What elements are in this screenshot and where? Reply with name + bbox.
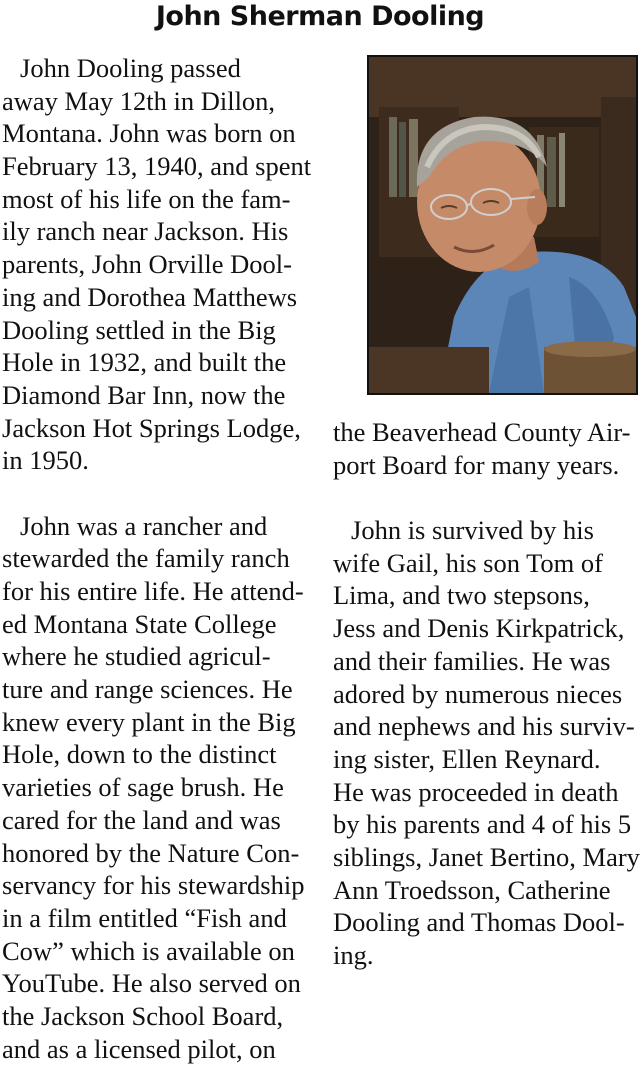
text-line: ing. [333,940,374,970]
text-line: Cow” which is available on [2,935,295,966]
obituary-title: John Sherman Dooling [155,1,485,32]
text-line: in 1950. [2,445,89,476]
text-line: parents, John Orville Dool- [2,249,292,280]
text-line: Lima, and two stepsons, [333,580,590,611]
text-line: cared for the land and was [2,804,281,835]
text-line: siblings, Janet Bertino, Mary [333,841,640,872]
text-line: by his parents and 4 of his 5 [333,809,632,840]
text-line: and as a licensed pilot, on [2,1033,276,1064]
text-line: stewarded the family ranch [2,543,290,574]
text-line: away May 12th in Dillon, [2,85,276,116]
text-line: most of his life on the fam- [2,183,291,214]
paragraph-gap [2,477,317,510]
text-line: where he studied agricul- [2,641,271,672]
left-column [2,52,317,1065]
text-line: John is survived by his [351,515,594,546]
text-line: John Dooling passed [20,53,241,83]
text-line: Hole in 1932, and built the [2,347,287,378]
text-line: ing sister, Ellen Reynard. [333,743,601,774]
text-line: February 13, 1940, and spent [2,151,312,182]
text-line: ily ranch near Jackson. His [2,216,289,247]
text-line: John was a rancher and [20,510,268,541]
text-line: port Board for many years. [333,449,620,480]
text-line: Montana. John was born on [2,118,296,149]
text-line: servancy for his stewardship [2,870,305,901]
text-line: Hole, down to the distinct [2,739,277,770]
text-line: and nephews and his surviv- [333,711,635,742]
text-line: and their families. He was [333,645,611,676]
text-line: YouTube. He also served on [2,968,301,999]
text-line: wife Gail, his son Tom of [333,547,603,578]
text-line: knew every plant in the Big [2,706,296,737]
text-line: honored by the Nature Con- [2,837,300,868]
text-line: Jackson Hot Springs Lodge, [2,412,301,443]
text-line: the Beaverhead County Air- [333,417,631,447]
paragraph-gap [333,481,638,514]
text-line: in a film entitled “Fish and [2,902,287,933]
text-line: the Jackson School Board, [2,1000,284,1031]
text-line: ed Montana State College [2,608,277,639]
text-line: Dooling and Thomas Dool- [333,907,625,938]
text-line: Ann Troedsson, Catherine [333,874,611,905]
portrait-photo [367,55,638,395]
text-line: adored by numerous nieces [333,678,623,709]
text-line: Diamond Bar Inn, now the [2,379,286,410]
right-column [333,416,638,972]
text-line: Dooling settled in the Big [2,314,276,345]
text-line: Jess and Denis Kirkpatrick, [333,613,625,644]
text-line: ture and range sciences. He [2,674,293,705]
text-line: ing and Dorothea Matthews [2,281,298,312]
text-line: He was proceeded in death [333,776,619,807]
text-line: for his entire life. He attend- [2,576,304,606]
text-line: varieties of sage brush. He [2,772,284,803]
